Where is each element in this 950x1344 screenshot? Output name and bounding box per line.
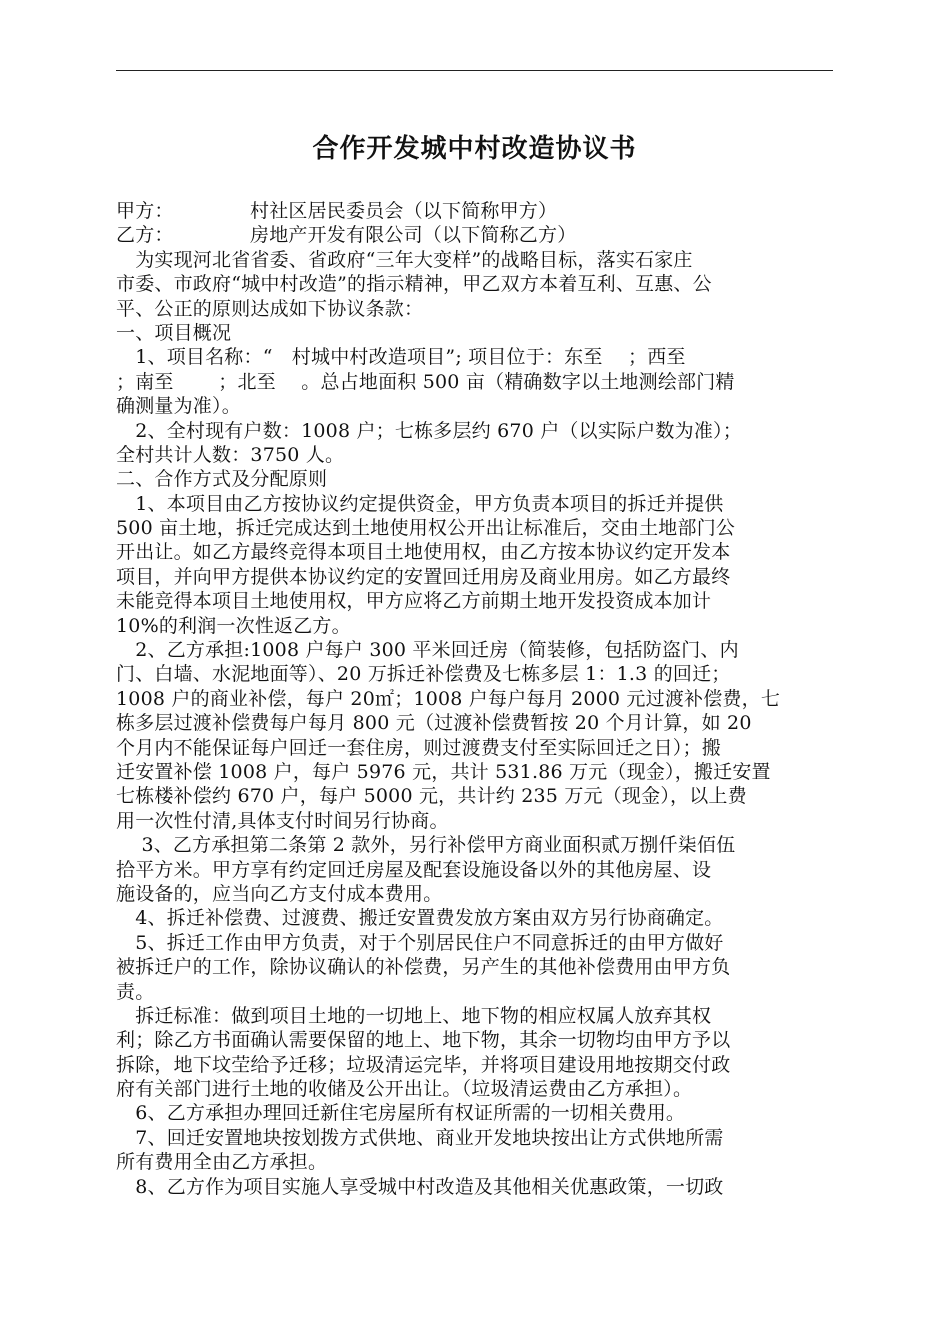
party-a-line — [116, 199, 833, 223]
body-text-line: 2、全村现有户数：1008 户；七栋多层约 670 户（以实际户数为准）； — [116, 419, 742, 442]
body-text-line: 5、拆迁工作由甲方负责，对于个别居民住户不同意拆迁的由甲方做好 — [116, 931, 724, 954]
body-text-line: 二、合作方式及分配原则 — [116, 468, 328, 491]
body-text-line: 全村共计人数：3750 人。 — [116, 443, 345, 466]
body-text-line: 确测量为准）。 — [116, 395, 241, 418]
body-text-line: 4、拆迁补偿费、过渡费、搬迁安置费发放方案由双方另行协商确定。 — [116, 907, 724, 930]
body-text-line: 利；除乙方书面确认需要保留的地上、地下物，其余一切物均由甲方予以 — [116, 1029, 731, 1052]
body-text-line: 用一次性付清,具体支付时间另行协商。 — [116, 809, 449, 832]
party-b-label: 乙方： — [116, 224, 174, 247]
body-text-line: 开出让。如乙方最终竞得本项目土地使用权，由乙方按本协议约定开发本 — [116, 541, 731, 564]
body-text-line: 未能竞得本项目土地使用权，甲方应将乙方前期土地开发投资成本加计 — [116, 590, 712, 613]
body-text-line: 拾平方米。甲方享有约定回迁房屋及配套设施设备以外的其他房屋、设 — [116, 858, 712, 881]
body-text-line: 1008 户的商业补偿，每户 20㎡；1008 户每户每月 2000 元过渡补偿费，七 — [116, 687, 781, 710]
body-text-line: 府有关部门进行土地的收储及公开出让。（垃圾清运费由乙方承担）。 — [116, 1078, 693, 1101]
body-text-line: 3、乙方承担第二条第 2 款外，另行补偿甲方商业面积贰万捌仟柒佰伍 — [116, 834, 736, 857]
body-text-line: 市委、市政府“城中村改造”的指示精神，甲乙双方本着互利、互惠、公 — [116, 273, 712, 296]
body-text-line: 10%的利润一次性返乙方。 — [116, 614, 351, 637]
body-text-line: 迁安置补偿 1008 户，每户 5976 元，共计 531.86 万元（现金），搬迁安置 — [116, 760, 771, 783]
document-title: 合作开发城中村改造协议书 — [312, 134, 637, 164]
body-text-line: 栋多层过渡补偿费每户每月 800 元（过渡补偿费暂按 20 个月计算，如 20 — [116, 712, 752, 735]
body-lines — [116, 248, 833, 1199]
body-text-line: 为实现河北省省委、省政府“三年大变样”的战略目标，落实石家庄 — [116, 248, 693, 271]
header-rule — [116, 70, 833, 71]
body-text-line: 施设备的，应当向乙方支付成本费用。 — [116, 882, 443, 905]
body-text-line: 一、项目概况 — [116, 321, 232, 344]
body-text-line: 拆除，地下坟茔给予迁移；垃圾清运完毕，并将项目建设用地按期交付政 — [116, 1053, 731, 1076]
body-text-line: ；南至 ；北至 。总占地面积 500 亩（精确数字以土地测绘部门精 — [116, 370, 735, 393]
body-text-line: 个月内不能保证每户回迁一套住房，则过渡费支付至实际回迁之日）；搬 — [116, 736, 721, 759]
body-text-line: 500 亩土地，拆迁完成达到土地使用权公开出让标准后，交由土地部门公 — [116, 517, 736, 540]
party-b-name: 房地产开发有限公司（以下简称乙方） — [250, 224, 577, 247]
body-text-line: 项目，并向甲方提供本协议约定的安置回迁用房及商业用房。如乙方最终 — [116, 565, 731, 588]
body-text-line: 1、本项目由乙方按协议约定提供资金，甲方负责本项目的拆迁并提供 — [116, 492, 724, 515]
body-text-line: 8、乙方作为项目实施人享受城中村改造及其他相关优惠政策，一切政 — [116, 1175, 724, 1198]
body-text-line: 2、乙方承担:1008 户每户 300 平米回迁房（简装修，包括防盗门、内 — [116, 639, 739, 662]
body-text-line: 责。 — [116, 980, 155, 1003]
body-text-line: 1、项目名称：“ 村城中村改造项目”; 项目位于：东至 ；西至 — [116, 346, 686, 369]
body-text-line: 所有费用全由乙方承担。 — [116, 1151, 328, 1174]
party-b-line — [116, 223, 833, 247]
party-a-label: 甲方： — [116, 200, 174, 222]
body-text-line: 七栋楼补偿约 670 户，每户 5000 元，共计约 235 万元（现金），以上费 — [116, 785, 747, 808]
document-body — [116, 199, 833, 1199]
body-text-line: 门、白墙、水泥地面等）、20 万拆迁补偿费及七栋多层 1：1.3 的回迁； — [116, 663, 731, 686]
body-text-line: 拆迁标准：做到项目土地的一切地上、地下物的相应权属人放弃其权 — [116, 1004, 712, 1027]
party-a-name: 村社区居民委员会（以下简称甲方） — [250, 200, 558, 222]
body-text-line: 平、公正的原则达成如下协议条款： — [116, 297, 424, 320]
body-text-line: 6、乙方承担办理回迁新住宅房屋所有权证所需的一切相关费用。 — [116, 1102, 686, 1125]
body-text-line: 被拆迁户的工作，除协议确认的补偿费，另产生的其他补偿费用由甲方负 — [116, 956, 731, 979]
body-text-line: 7、回迁安置地块按划拨方式供地、商业开发地块按出让方式供地所需 — [116, 1126, 724, 1149]
